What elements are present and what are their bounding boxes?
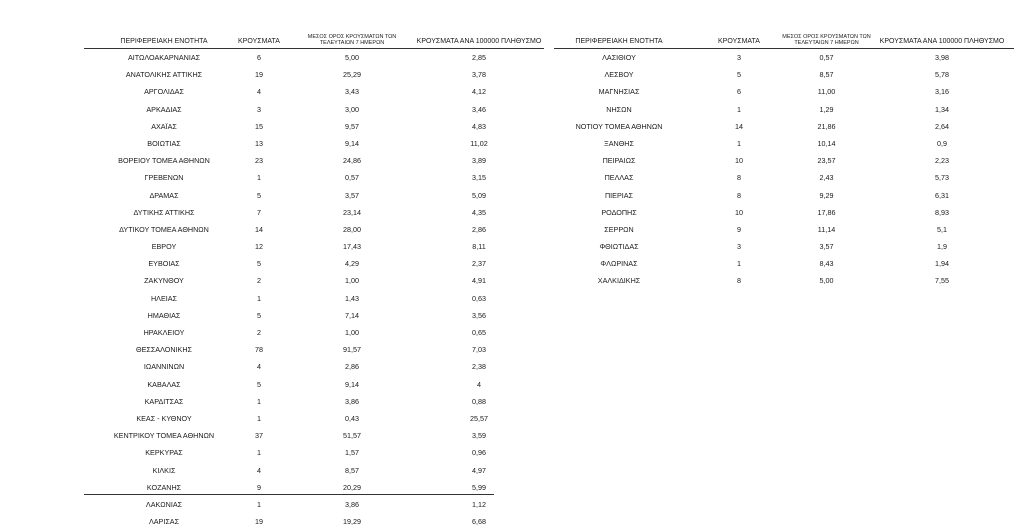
avg-cell: 11,14 [817, 224, 836, 234]
cases-cell: 4 [257, 362, 261, 372]
per100k-cell: 6,68 [472, 517, 486, 527]
table-row [84, 169, 544, 186]
per100k-cell: 5,09 [472, 190, 486, 200]
per100k-cell: 4,12 [472, 87, 486, 97]
cases-cell: 1 [257, 173, 261, 183]
header-per100k: ΚΡΟΥΣΜΑΤΑ ΑΝΑ 100000 ΠΛΗΘΥΣΜΟ [416, 38, 542, 45]
avg-cell: 0,57 [819, 53, 834, 62]
avg-cell: 9,14 [345, 379, 359, 389]
table-row [84, 341, 544, 358]
region-cell: ΘΕΣΣΑΛΟΝΙΚΗΣ [136, 345, 192, 355]
avg-cell: 20,29 [343, 482, 361, 492]
table-row [554, 169, 1014, 186]
region-cell: ΖΑΚΥΝΘΟΥ [144, 276, 184, 286]
table-row [84, 221, 544, 238]
table-row [84, 393, 544, 410]
cases-cell: 4 [257, 465, 261, 475]
region-cell: ΛΑΡΙΣΑΣ [148, 517, 180, 527]
per100k-cell: 5,99 [472, 482, 486, 492]
cases-cell: 3 [737, 242, 741, 252]
per100k-cell: 8,11 [472, 242, 486, 252]
avg-cell: 17,43 [343, 242, 361, 252]
table-row [84, 272, 544, 289]
header-avg: ΜΕΣΟΣ ΟΡΟΣ ΚΡΟΥΣΜΑΤΩΝ ΤΩΝ ΤΕΛΕΥΤΑΙΩΝ 7 ΗΜΕΡΩΝ [782, 34, 871, 46]
avg-cell: 21,86 [817, 121, 836, 131]
region-cell: ΔΡΑΜΑΣ [149, 190, 179, 200]
table-row [84, 66, 544, 83]
cases-cell: 4 [257, 87, 261, 97]
table-row [84, 410, 544, 427]
cases-cell: 5 [257, 190, 261, 200]
per100k-cell: 2,23 [935, 156, 949, 166]
cases-cell: 1 [737, 259, 741, 269]
cases-cell: 9 [257, 482, 261, 492]
region-cell: ΑΝΑΤΟΛΙΚΗΣ ΑΤΤΙΚΗΣ [125, 70, 203, 80]
avg-cell: 3,57 [345, 190, 359, 200]
table-row [84, 290, 544, 307]
table-row [554, 221, 1014, 238]
avg-cell: 51,57 [343, 431, 361, 441]
cases-cell: 5 [257, 379, 261, 389]
avg-cell: 1,29 [819, 104, 834, 114]
region-cell: ΛΑΚΩΝΙΑΣ [145, 499, 183, 509]
region-cell: ΝΗΣΩΝ [606, 104, 632, 114]
avg-cell: 25,29 [343, 70, 361, 80]
table-row [554, 118, 1014, 135]
region-cell: ΚΑΡΔΙΤΣΑΣ [144, 396, 184, 406]
region-cell: ΛΕΣΒΟΥ [604, 70, 634, 80]
per100k-cell: 0,63 [472, 293, 486, 303]
table-row [84, 358, 544, 375]
avg-cell: 23,57 [817, 156, 836, 166]
header-cases: ΚΡΟΥΣΜΑΤΑ [718, 38, 760, 45]
avg-cell: 4,29 [345, 259, 359, 269]
table-row [84, 496, 544, 513]
per100k-cell: 3,78 [472, 70, 486, 80]
cases-cell: 6 [737, 87, 741, 97]
region-cell: ΗΛΕΙΑΣ [150, 293, 178, 303]
cases-cell: 1 [257, 396, 261, 406]
table-row [554, 101, 1014, 118]
table-row [554, 255, 1014, 272]
avg-cell: 19,29 [343, 517, 361, 527]
region-cell: ΛΑΣΙΘΙΟΥ [602, 53, 636, 62]
table-row [84, 462, 544, 479]
per100k-cell: 3,56 [472, 310, 486, 320]
per100k-cell: 4 [477, 379, 481, 389]
region-cell: ΙΩΑΝΝΙΝΩΝ [143, 362, 185, 372]
region-cell: ΧΑΛΚΙΔΙΚΗΣ [597, 276, 641, 286]
cases-cell: 1 [257, 448, 261, 458]
region-cell: ΑΡΓΟΛΙΔΑΣ [144, 87, 184, 97]
region-cell: ΠΕΛΛΑΣ [604, 173, 634, 183]
per100k-cell: 4,97 [472, 465, 486, 475]
avg-cell: 2,43 [819, 173, 834, 183]
per100k-cell: 5,1 [937, 224, 947, 234]
avg-cell: 1,57 [345, 448, 359, 458]
table-row [84, 135, 544, 152]
cases-cell: 8 [737, 173, 741, 183]
region-cell: ΗΡΑΚΛΕΙΟΥ [143, 328, 185, 337]
avg-cell: 9,57 [345, 121, 359, 131]
region-cell: ΕΒΡΟΥ [151, 242, 177, 252]
cases-cell: 10 [735, 207, 743, 217]
region-cell: ΡΟΔΟΠΗΣ [601, 207, 637, 217]
table-row [84, 101, 544, 118]
right-table-header [554, 28, 1014, 49]
cases-cell: 15 [255, 121, 263, 131]
table-row [84, 49, 544, 66]
left-table-body [84, 49, 544, 530]
avg-cell: 91,57 [343, 345, 361, 355]
avg-cell: 9,29 [819, 190, 834, 200]
bottom-rule [84, 494, 494, 495]
region-cell: ΚΟΖΑΝΗΣ [146, 482, 182, 492]
region-cell: ΚΕΑΣ - ΚΥΘΝΟΥ [136, 413, 192, 423]
table-row [84, 152, 544, 169]
table-row [84, 427, 544, 444]
region-cell: ΚΕΡΚΥΡΑΣ [145, 448, 183, 458]
cases-cell: 5 [737, 70, 741, 80]
right-table [554, 28, 1014, 290]
cases-cell: 5 [257, 259, 261, 269]
header-avg: ΜΕΣΟΣ ΟΡΟΣ ΚΡΟΥΣΜΑΤΩΝ ΤΩΝ ΤΕΛΕΥΤΑΙΩΝ 7 ΗΜΕΡΩΝ [307, 34, 397, 46]
region-cell: ΦΛΩΡΙΝΑΣ [600, 259, 638, 269]
per100k-cell: 2,38 [472, 362, 486, 372]
cases-cell: 1 [257, 413, 261, 423]
per100k-cell: 0,9 [937, 138, 947, 148]
region-cell: ΗΜΑΘΙΑΣ [147, 310, 181, 320]
cases-cell: 3 [257, 104, 261, 114]
header-per100k: ΚΡΟΥΣΜΑΤΑ ΑΝΑ 100000 ΠΛΗΘΥΣΜΟ [879, 38, 1005, 45]
header-cases: ΚΡΟΥΣΜΑΤΑ [238, 38, 280, 45]
region-cell: ΠΕΙΡΑΙΩΣ [602, 156, 636, 166]
table-row [84, 255, 544, 272]
avg-cell: 8,57 [819, 70, 834, 80]
per100k-cell: 7,55 [935, 276, 949, 286]
per100k-cell: 3,15 [472, 173, 486, 183]
region-cell: ΔΥΤΙΚΟΥ ΤΟΜΕΑ ΑΘΗΝΩΝ [119, 224, 209, 234]
per100k-cell: 3,89 [472, 156, 486, 166]
avg-cell: 5,00 [345, 53, 359, 62]
per100k-cell: 2,85 [472, 53, 486, 62]
avg-cell: 2,86 [345, 362, 359, 372]
region-cell: ΚΑΒΑΛΑΣ [147, 379, 181, 389]
region-cell: ΚΙΛΚΙΣ [152, 465, 176, 475]
avg-cell: 3,43 [345, 87, 359, 97]
region-cell: ΚΕΝΤΡΙΚΟΥ ΤΟΜΕΑ ΑΘΗΝΩΝ [113, 431, 215, 441]
cases-cell: 7 [257, 207, 261, 217]
per100k-cell: 1,94 [935, 259, 949, 269]
region-cell: ΒΟΡΕΙΟΥ ΤΟΜΕΑ ΑΘΗΝΩΝ [118, 156, 210, 166]
region-cell: ΣΕΡΡΩΝ [604, 224, 634, 234]
cases-cell: 1 [257, 499, 261, 509]
table-row [554, 49, 1014, 66]
cases-cell: 8 [737, 190, 741, 200]
cases-cell: 12 [255, 242, 263, 252]
region-cell: ΑΙΤΩΛΟΑΚΑΡΝΑΝΙΑΣ [127, 53, 201, 62]
avg-cell: 11,00 [817, 87, 836, 97]
avg-cell: 24,86 [343, 156, 361, 166]
avg-cell: 3,57 [819, 242, 834, 252]
table-row [84, 204, 544, 221]
avg-cell: 8,43 [819, 259, 834, 269]
avg-cell: 3,86 [345, 396, 359, 406]
per100k-cell: 11,02 [470, 138, 488, 148]
region-cell: ΦΘΙΩΤΙΔΑΣ [599, 242, 639, 252]
per100k-cell: 4,91 [472, 276, 486, 286]
per100k-cell: 25,57 [470, 413, 488, 423]
avg-cell: 3,00 [345, 104, 359, 114]
table-row [84, 307, 544, 324]
cases-cell: 78 [255, 345, 263, 355]
region-cell: ΝΟΤΙΟΥ ΤΟΜΕΑ ΑΘΗΝΩΝ [575, 121, 663, 131]
avg-cell: 9,14 [345, 138, 359, 148]
table-row [84, 444, 544, 461]
cases-cell: 6 [257, 53, 261, 62]
region-cell: ΑΧΑΪΑΣ [151, 121, 177, 131]
table-row [554, 135, 1014, 152]
per100k-cell: 3,98 [935, 53, 949, 62]
avg-cell: 0,57 [345, 173, 359, 183]
per100k-cell: 3,59 [472, 431, 486, 441]
avg-cell: 7,14 [345, 310, 359, 320]
left-table [84, 28, 544, 530]
table-row [554, 238, 1014, 255]
per100k-cell: 3,46 [472, 104, 486, 114]
cases-cell: 14 [255, 224, 263, 234]
table-row [84, 324, 544, 341]
per100k-cell: 0,96 [472, 448, 486, 458]
cases-cell: 19 [255, 517, 263, 527]
avg-cell: 5,00 [819, 276, 834, 286]
avg-cell: 1,43 [345, 293, 359, 303]
per100k-cell: 4,35 [472, 207, 486, 217]
table-row [554, 204, 1014, 221]
cases-cell: 37 [255, 431, 263, 441]
table-row [84, 187, 544, 204]
cases-cell: 2 [257, 328, 261, 337]
per100k-cell: 7,03 [472, 345, 486, 355]
region-cell: ΔΥΤΙΚΗΣ ΑΤΤΙΚΗΣ [133, 207, 195, 217]
cases-cell: 8 [737, 276, 741, 286]
per100k-cell: 4,83 [472, 121, 486, 131]
per100k-cell: 6,31 [935, 190, 949, 200]
per100k-cell: 8,93 [935, 207, 949, 217]
per100k-cell: 1,34 [935, 104, 949, 114]
avg-cell: 23,14 [343, 207, 361, 217]
region-cell: ΠΙΕΡΙΑΣ [604, 190, 633, 200]
cases-cell: 19 [255, 70, 263, 80]
cases-cell: 3 [737, 53, 741, 62]
table-row [84, 376, 544, 393]
avg-cell: 8,57 [345, 465, 359, 475]
table-row [84, 238, 544, 255]
left-table-header [84, 28, 544, 49]
per100k-cell: 0,65 [472, 328, 486, 337]
cases-cell: 1 [257, 293, 261, 303]
table-row [84, 513, 544, 530]
cases-cell: 5 [257, 310, 261, 320]
table-row [84, 118, 544, 135]
per100k-cell: 3,16 [935, 87, 949, 97]
avg-cell: 10,14 [817, 138, 836, 148]
cases-cell: 9 [737, 224, 741, 234]
table-row [554, 152, 1014, 169]
cases-cell: 23 [255, 156, 263, 166]
table-row [554, 66, 1014, 83]
cases-cell: 1 [737, 104, 741, 114]
table-row [554, 83, 1014, 100]
region-cell: ΑΡΚΑΔΙΑΣ [146, 104, 182, 114]
cases-cell: 10 [735, 156, 743, 166]
avg-cell: 3,86 [345, 499, 359, 509]
region-cell: ΜΑΓΝΗΣΙΑΣ [598, 87, 640, 97]
avg-cell: 1,00 [345, 276, 359, 286]
per100k-cell: 2,37 [472, 259, 486, 269]
region-cell: ΓΡΕΒΕΝΩΝ [144, 173, 184, 183]
region-cell: ΕΥΒΟΙΑΣ [148, 259, 180, 269]
table-row [554, 187, 1014, 204]
table-row [84, 83, 544, 100]
cases-cell: 2 [257, 276, 261, 286]
per100k-cell: 1,12 [472, 499, 486, 509]
avg-cell: 1,00 [345, 328, 359, 337]
cases-cell: 13 [255, 138, 263, 148]
table-row [554, 272, 1014, 289]
per100k-cell: 2,86 [472, 224, 486, 234]
header-region: ΠΕΡΙΦΕΡΕΙΑΚΗ ΕΝΟΤΗΤΑ [575, 38, 663, 45]
per100k-cell: 5,78 [935, 70, 949, 80]
per100k-cell: 0,88 [472, 396, 486, 406]
region-cell: ΞΑΝΘΗΣ [604, 138, 634, 148]
avg-cell: 17,86 [817, 207, 836, 217]
region-cell: ΒΟΙΩΤΙΑΣ [147, 138, 181, 148]
avg-cell: 28,00 [343, 224, 361, 234]
right-table-body [554, 49, 1014, 290]
per100k-cell: 1,9 [937, 242, 947, 252]
per100k-cell: 2,64 [935, 121, 949, 131]
header-region: ΠΕΡΙΦΕΡΕΙΑΚΗ ΕΝΟΤΗΤΑ [120, 38, 208, 45]
cases-cell: 1 [737, 138, 741, 148]
cases-cell: 14 [735, 121, 743, 131]
avg-cell: 0,43 [345, 413, 359, 423]
per100k-cell: 5,73 [935, 173, 949, 183]
